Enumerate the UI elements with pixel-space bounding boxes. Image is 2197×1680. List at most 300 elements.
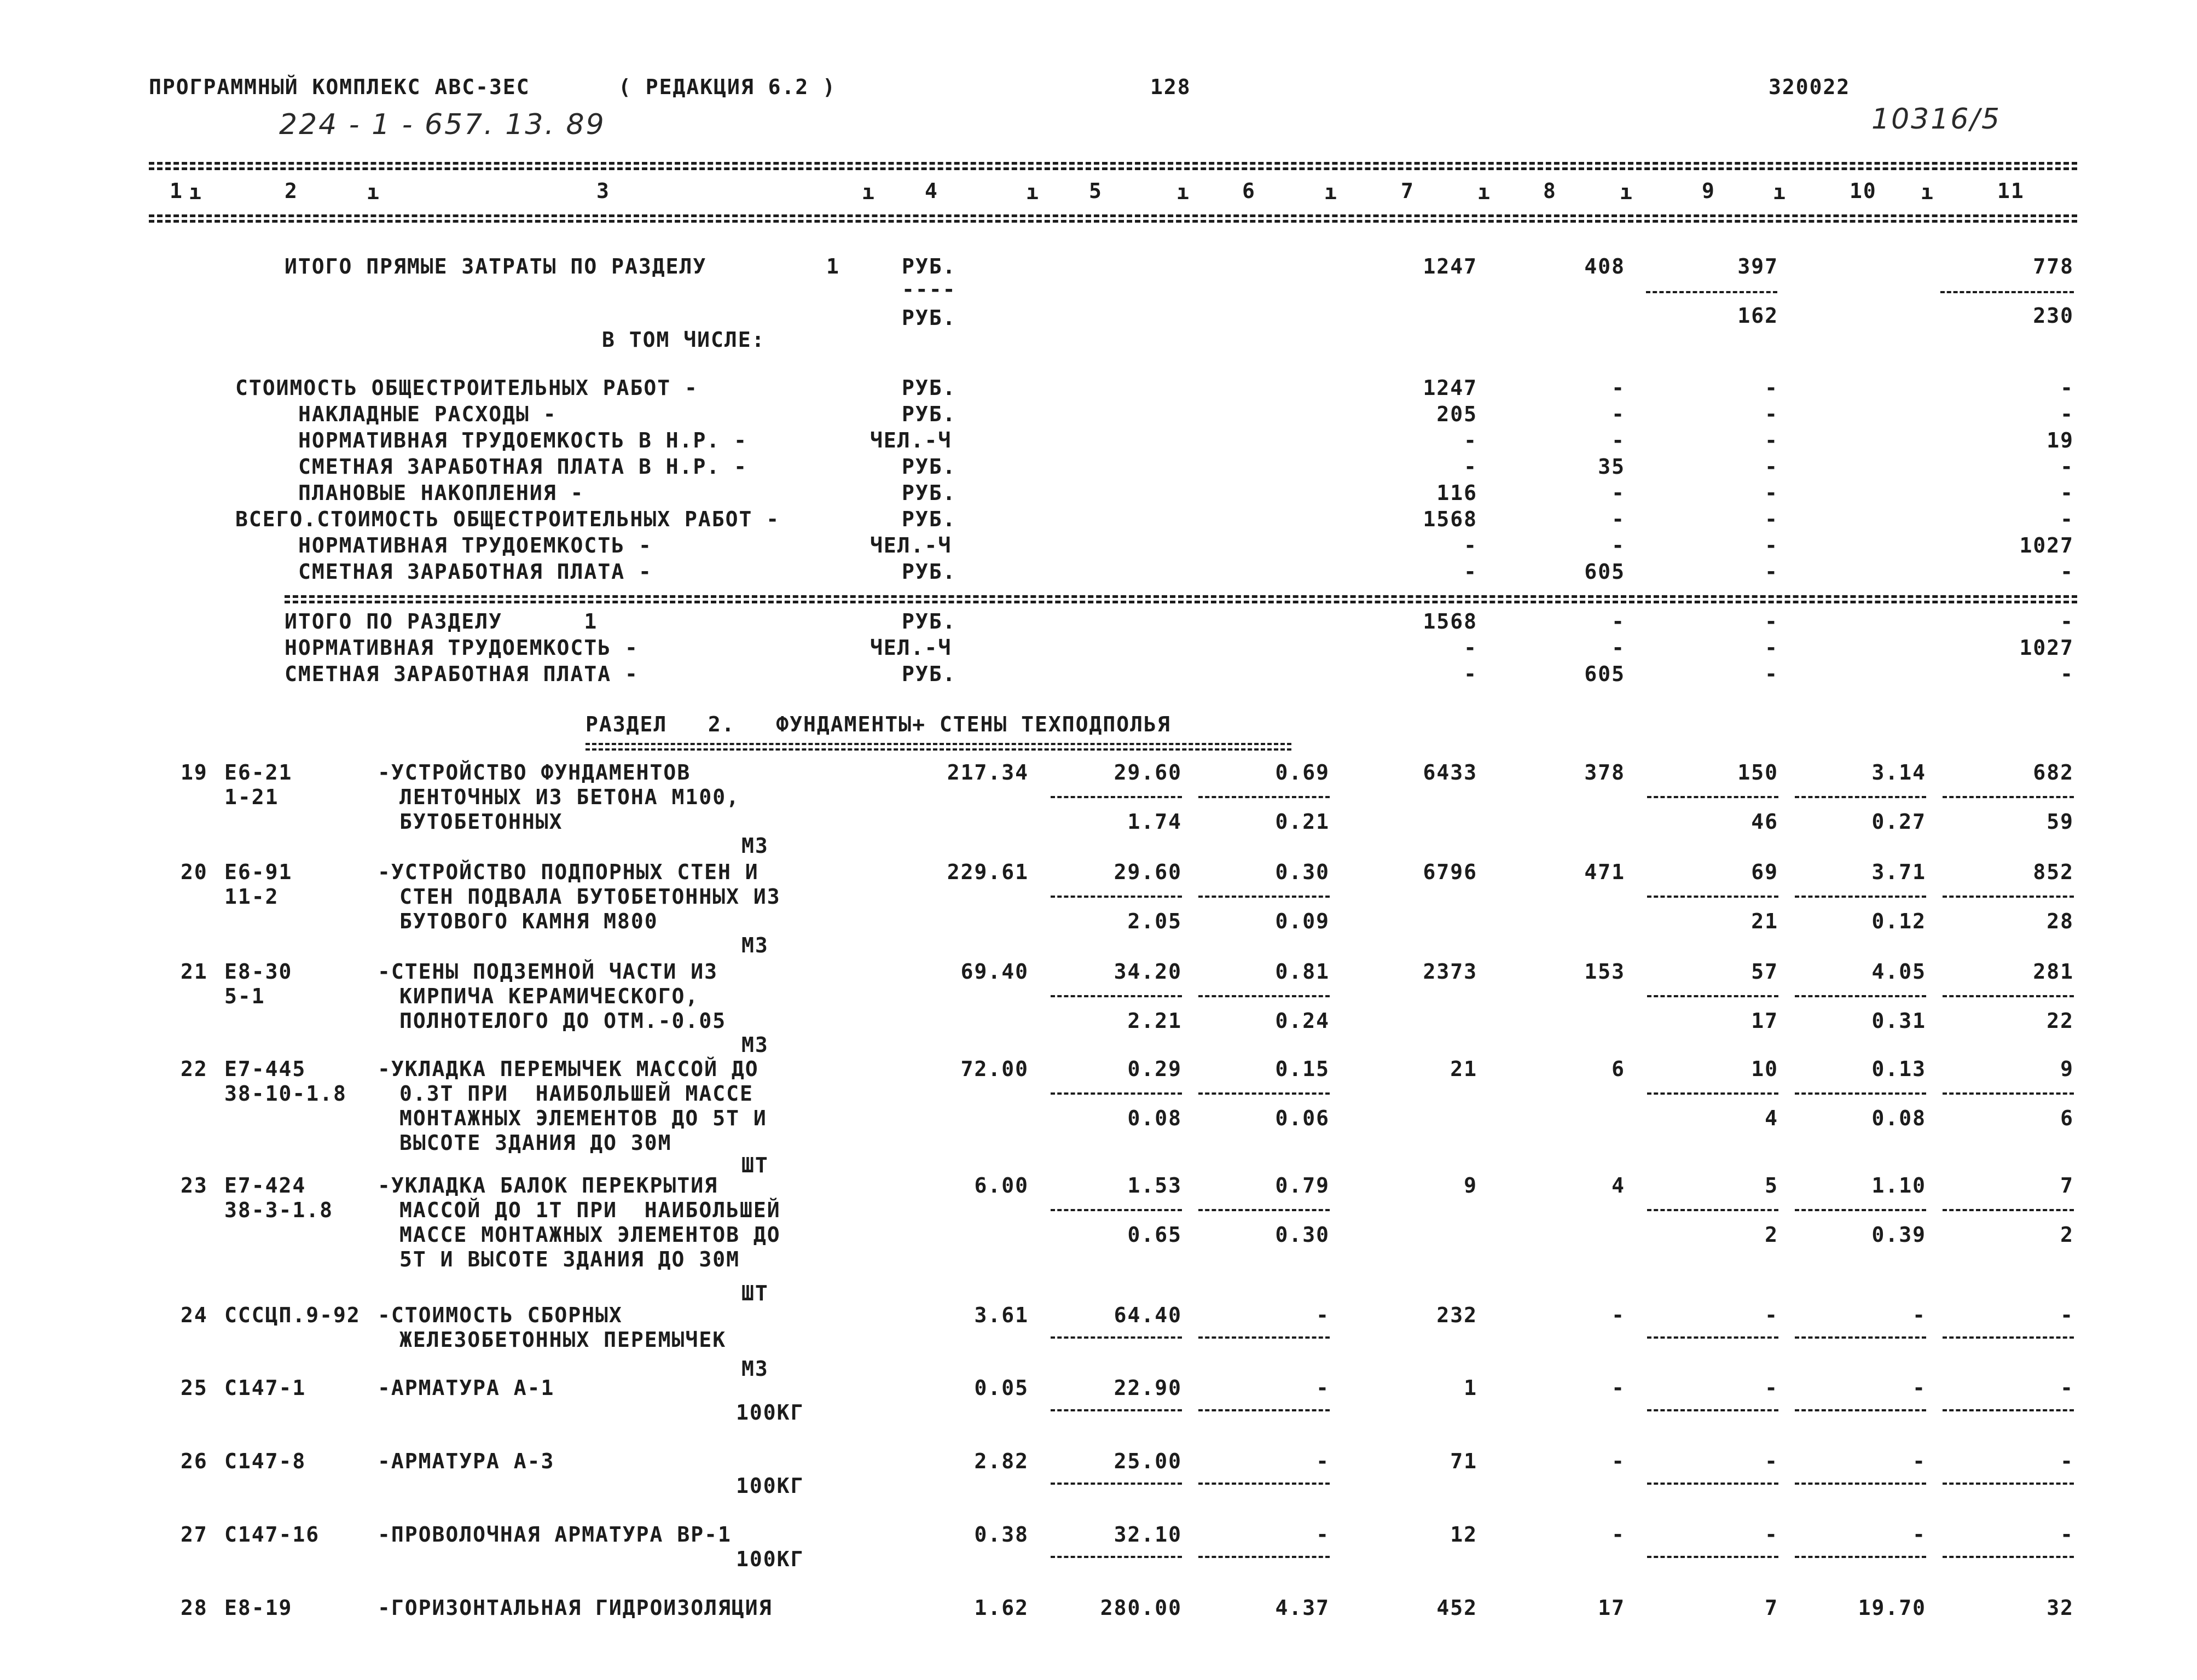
summary-unit-2: РУБ. — [902, 306, 957, 330]
row-col9: 5 — [1765, 1173, 1778, 1197]
summary-unit-dash: ---- — [902, 277, 957, 301]
row-unit: М3 — [741, 1033, 769, 1057]
section-total-col11: 1027 — [2019, 636, 2074, 660]
breakdown-label: СМЕТНАЯ ЗАРАБОТНАЯ ПЛАТА В Н.Р. - — [298, 455, 747, 479]
row-col9-rule — [1647, 1092, 1778, 1095]
row-col10-rule — [1795, 896, 1926, 898]
row-col6-rule — [1198, 1092, 1330, 1095]
row-col6-rule — [1198, 1409, 1330, 1411]
column-separator: ı — [1324, 180, 1338, 204]
row-description-line: -АРМАТУРА А-3 — [378, 1449, 555, 1473]
breakdown-col9: - — [1765, 428, 1778, 452]
row-col11-lower: 59 — [2047, 810, 2074, 834]
row-col9: - — [1765, 1449, 1778, 1473]
row-col6-rule — [1198, 1209, 1330, 1211]
row-col11-rule — [1943, 1409, 2074, 1411]
row-col7: 232 — [1436, 1303, 1477, 1327]
row-col10: 19.70 — [1858, 1596, 1926, 1620]
breakdown-unit: ЧЕЛ.-Ч — [870, 533, 952, 557]
row-col9-rule — [1647, 1209, 1778, 1211]
row-code: Е8-30 — [224, 960, 293, 984]
row-col5: 32.10 — [1114, 1522, 1182, 1547]
breakdown-col11: - — [2060, 376, 2074, 400]
row-col9-rule — [1647, 1336, 1778, 1339]
column-separator: ı — [862, 180, 876, 204]
column-separator: ı — [1026, 180, 1040, 204]
header-top-rule-2 — [149, 167, 2077, 170]
row-col4: 1.62 — [974, 1596, 1029, 1620]
row-col4: 69.40 — [960, 960, 1029, 984]
row-col9-lower: 2 — [1765, 1223, 1778, 1247]
row-col6-rule — [1198, 896, 1330, 898]
row-description-line: КИРПИЧА КЕРАМИЧЕСКОГО, — [399, 984, 699, 1008]
row-col4: 72.00 — [960, 1057, 1029, 1081]
row-col11-lower: 2 — [2060, 1223, 2074, 1247]
row-description-line: ЖЕЛЕЗОБЕТОННЫХ ПЕРЕМЫЧЕК — [399, 1328, 727, 1352]
row-col8: - — [1611, 1449, 1625, 1473]
summary-col11-b: 230 — [2033, 304, 2074, 328]
column-header-10: 10 — [1850, 179, 1877, 203]
document-code: 320022 — [1769, 75, 1851, 99]
row-col10-rule — [1795, 1556, 1926, 1558]
breakdown-label: НОРМАТИВНАЯ ТРУДОЕМКОСТЬ - — [298, 533, 652, 557]
section-total-col7: 1568 — [1423, 609, 1477, 633]
breakdown-unit: РУБ. — [902, 507, 957, 531]
row-description-line: БУТОВОГО КАМНЯ М800 — [399, 909, 658, 933]
row-col10: - — [1912, 1303, 1926, 1327]
summary-col8: 408 — [1584, 254, 1625, 278]
row-col8: 6 — [1611, 1057, 1625, 1081]
page-number: 128 — [1150, 75, 1191, 99]
row-col10: 3.14 — [1871, 760, 1926, 784]
row-number: 24 — [181, 1303, 208, 1327]
row-col9: 10 — [1751, 1057, 1778, 1081]
summary-unit: РУБ. — [902, 254, 957, 278]
row-col5: 34.20 — [1114, 960, 1182, 984]
row-col6: - — [1316, 1522, 1330, 1547]
row-description-line: -ГОРИЗОНТАЛЬНАЯ ГИДРОИЗОЛЯЦИЯ — [378, 1596, 773, 1620]
column-separator: ı — [1620, 180, 1633, 204]
row-col10-rule — [1795, 1409, 1926, 1411]
breakdown-col9: - — [1765, 455, 1778, 479]
section-total-col9: - — [1765, 609, 1778, 633]
summary-col7: 1247 — [1423, 254, 1477, 278]
row-col4: 3.61 — [974, 1303, 1029, 1327]
row-code: СССЦП.9-92 — [224, 1303, 361, 1327]
summary-section-number: 1 — [826, 254, 840, 278]
row-col7: 2373 — [1423, 960, 1477, 984]
column-header-6: 6 — [1242, 179, 1256, 203]
row-col11: 9 — [2060, 1057, 2074, 1081]
row-col10-lower: 0.27 — [1871, 810, 1926, 834]
row-description-line: СТЕН ПОДВАЛА БУТОБЕТОННЫХ ИЗ — [399, 885, 781, 909]
section-total-unit: РУБ. — [902, 662, 957, 686]
row-col7: 9 — [1464, 1173, 1477, 1197]
breakdown-col8: 35 — [1598, 455, 1625, 479]
breakdown-col7: - — [1464, 428, 1477, 452]
row-col10-rule — [1795, 1209, 1926, 1211]
row-col6: 0.81 — [1275, 960, 1330, 984]
row-col10: 3.71 — [1871, 860, 1926, 884]
row-number: 22 — [181, 1057, 208, 1081]
row-col5: 64.40 — [1114, 1303, 1182, 1327]
row-col10-rule — [1795, 995, 1926, 997]
row-col11-rule — [1943, 1209, 2074, 1211]
row-col6: 4.37 — [1275, 1596, 1330, 1620]
row-code: Е7-445 — [224, 1057, 306, 1081]
header-top-rule — [149, 162, 2077, 165]
row-col11: - — [2060, 1376, 2074, 1400]
row-col8: 153 — [1584, 960, 1625, 984]
breakdown-unit: ЧЕЛ.-Ч — [870, 428, 952, 452]
row-col4: 2.82 — [974, 1449, 1029, 1473]
row-col7: 452 — [1436, 1596, 1477, 1620]
row-col5: 29.60 — [1114, 860, 1182, 884]
section-total-col8: - — [1611, 636, 1625, 660]
row-description-line: -УСТРОЙСТВО ФУНДАМЕНТОВ — [378, 760, 691, 784]
row-col5-lower: 0.08 — [1127, 1106, 1182, 1130]
row-col8: - — [1611, 1303, 1625, 1327]
row-col10-rule — [1795, 796, 1926, 798]
section-total-label: ИТОГО ПО РАЗДЕЛУ 1 — [285, 609, 598, 633]
row-description-line: ВЫСОТЕ ЗДАНИЯ ДО 30М — [399, 1131, 672, 1155]
row-col11-rule — [1943, 995, 2074, 997]
row-code-detail: 5-1 — [224, 984, 265, 1008]
row-code-detail: 38-3-1.8 — [224, 1198, 334, 1222]
breakdown-col7: 116 — [1436, 481, 1477, 505]
row-description-line: -УСТРОЙСТВО ПОДПОРНЫХ СТЕН И — [378, 860, 759, 884]
section-total-unit: РУБ. — [902, 609, 957, 633]
row-code: Е6-91 — [224, 860, 293, 884]
including-heading: В ТОМ ЧИСЛЕ: — [602, 328, 766, 352]
row-col5-rule — [1051, 1409, 1182, 1411]
section-total-label: НОРМАТИВНАЯ ТРУДОЕМКОСТЬ - — [285, 636, 639, 660]
summary-col11-rule — [1940, 291, 2074, 293]
row-col4: 6.00 — [974, 1173, 1029, 1197]
row-col9: - — [1765, 1303, 1778, 1327]
row-number: 20 — [181, 860, 208, 884]
row-description-line: -СТОИМОСТЬ СБОРНЫХ — [378, 1303, 623, 1327]
row-col6-rule — [1198, 1556, 1330, 1558]
row-col5-lower: 1.74 — [1127, 810, 1182, 834]
row-col9-rule — [1647, 1483, 1778, 1485]
row-description-line: МОНТАЖНЫХ ЭЛЕМЕНТОВ ДО 5Т И — [399, 1106, 767, 1130]
program-title: ПРОГРАММНЫЙ КОМПЛЕКС АВС-ЗЕС — [149, 75, 530, 99]
row-col5: 280.00 — [1100, 1596, 1182, 1620]
row-col9-rule — [1647, 896, 1778, 898]
row-unit: М3 — [741, 834, 769, 858]
row-col5: 22.90 — [1114, 1376, 1182, 1400]
breakdown-col11: - — [2060, 507, 2074, 531]
column-separator: ı — [1773, 180, 1787, 204]
column-header-1: 1 — [170, 179, 183, 203]
edition-label: ( РЕДАКЦИЯ 6.2 ) — [618, 75, 837, 99]
breakdown-label: ПЛАНОВЫЕ НАКОПЛЕНИЯ - — [298, 481, 584, 505]
row-col11-rule — [1943, 1556, 2074, 1558]
section-total-col9: - — [1765, 662, 1778, 686]
row-col11-lower: 28 — [2047, 909, 2074, 933]
section-2-title: РАЗДЕЛ 2. ФУНДАМЕНТЫ+ СТЕНЫ ТЕХПОДПОЛЬЯ — [586, 712, 1171, 736]
row-col8: 4 — [1611, 1173, 1625, 1197]
column-header-2: 2 — [285, 179, 298, 203]
row-code: Е8-19 — [224, 1596, 293, 1620]
row-number: 21 — [181, 960, 208, 984]
breakdown-col9: - — [1765, 402, 1778, 426]
breakdown-rule-2 — [285, 601, 2077, 603]
row-unit: М3 — [741, 1357, 769, 1381]
breakdown-col7: - — [1464, 533, 1477, 557]
breakdown-col11: - — [2060, 402, 2074, 426]
breakdown-col7: - — [1464, 455, 1477, 479]
row-col4: 229.61 — [947, 860, 1029, 884]
header-bottom-rule-2 — [149, 220, 2077, 223]
row-unit: 100КГ — [736, 1547, 804, 1571]
row-number: 28 — [181, 1596, 208, 1620]
row-col6-lower: 0.24 — [1275, 1009, 1330, 1033]
row-col11-rule — [1943, 1092, 2074, 1095]
row-col10: - — [1912, 1522, 1926, 1547]
breakdown-col8: - — [1611, 507, 1625, 531]
breakdown-col7: 1568 — [1423, 507, 1477, 531]
row-col9-rule — [1647, 1409, 1778, 1411]
row-col11-rule — [1943, 796, 2074, 798]
row-col5-rule — [1051, 1092, 1182, 1095]
summary-col11: 778 — [2033, 254, 2074, 278]
column-header-7: 7 — [1401, 179, 1415, 203]
row-number: 19 — [181, 760, 208, 784]
column-header-4: 4 — [925, 179, 938, 203]
row-description-line: 5Т И ВЫСОТЕ ЗДАНИЯ ДО 30М — [399, 1247, 740, 1271]
breakdown-col8: 605 — [1584, 560, 1625, 584]
section-total-label: СМЕТНАЯ ЗАРАБОТНАЯ ПЛАТА - — [285, 662, 639, 686]
breakdown-unit: РУБ. — [902, 481, 957, 505]
row-col9-rule — [1647, 995, 1778, 997]
row-description-line: 0.3Т ПРИ НАИБОЛЬШЕЙ МАССЕ — [399, 1082, 753, 1106]
row-code: Е7-424 — [224, 1173, 306, 1197]
row-col11: 7 — [2060, 1173, 2074, 1197]
column-separator: ı — [1921, 180, 1934, 204]
row-code-detail: 38-10-1.8 — [224, 1082, 347, 1106]
breakdown-col9: - — [1765, 560, 1778, 584]
section-total-col7: - — [1464, 636, 1477, 660]
row-col6-lower: 0.30 — [1275, 1223, 1330, 1247]
row-col5-lower: 2.05 — [1127, 909, 1182, 933]
row-unit: 100КГ — [736, 1400, 804, 1425]
row-col5: 25.00 — [1114, 1449, 1182, 1473]
breakdown-col11: 1027 — [2019, 533, 2074, 557]
row-col10-rule — [1795, 1092, 1926, 1095]
row-col5-lower: 2.21 — [1127, 1009, 1182, 1033]
row-col7: 1 — [1464, 1376, 1477, 1400]
row-col7: 12 — [1450, 1522, 1477, 1547]
row-number: 26 — [181, 1449, 208, 1473]
row-col8: 378 — [1584, 760, 1625, 784]
row-col9: 150 — [1737, 760, 1778, 784]
row-col5-rule — [1051, 1209, 1182, 1211]
breakdown-label: СТОИМОСТЬ ОБЩЕСТРОИТЕЛЬНЫХ РАБОТ - — [235, 376, 698, 400]
row-code: С147-16 — [224, 1522, 320, 1547]
row-unit: ШТ — [741, 1153, 769, 1177]
row-col11-rule — [1943, 1483, 2074, 1485]
row-col6-lower: 0.06 — [1275, 1106, 1330, 1130]
section-total-col7: - — [1464, 662, 1477, 686]
section-2-underline-2 — [586, 748, 1291, 751]
summary-col9-b: 162 — [1737, 304, 1778, 328]
breakdown-label: НАКЛАДНЫЕ РАСХОДЫ - — [298, 402, 557, 426]
column-header-3: 3 — [596, 179, 610, 203]
row-col6-rule — [1198, 995, 1330, 997]
row-col11: - — [2060, 1522, 2074, 1547]
row-col5-rule — [1051, 995, 1182, 997]
breakdown-unit: РУБ. — [902, 455, 957, 479]
row-description-line: -АРМАТУРА А-1 — [378, 1376, 555, 1400]
breakdown-label: НОРМАТИВНАЯ ТРУДОЕМКОСТЬ В Н.Р. - — [298, 428, 747, 452]
summary-title: ИТОГО ПРЯМЫЕ ЗАТРАТЫ ПО РАЗДЕЛУ — [285, 254, 707, 278]
row-col9-lower: 21 — [1751, 909, 1778, 933]
section-total-col8: 605 — [1584, 662, 1625, 686]
row-col9-rule — [1647, 1556, 1778, 1558]
row-col11-lower: 22 — [2047, 1009, 2074, 1033]
row-col7: 71 — [1450, 1449, 1477, 1473]
breakdown-unit: РУБ. — [902, 376, 957, 400]
breakdown-label: СМЕТНАЯ ЗАРАБОТНАЯ ПЛАТА - — [298, 560, 652, 584]
row-col10-lower: 0.31 — [1871, 1009, 1926, 1033]
row-col7: 21 — [1450, 1057, 1477, 1081]
breakdown-col11: - — [2060, 560, 2074, 584]
breakdown-col8: - — [1611, 428, 1625, 452]
breakdown-col11: - — [2060, 481, 2074, 505]
row-col11: 32 — [2047, 1596, 2074, 1620]
row-description-line: -УКЛАДКА БАЛОК ПЕРЕКРЫТИЯ — [378, 1173, 718, 1197]
row-col5-rule — [1051, 1336, 1182, 1339]
row-col10: - — [1912, 1449, 1926, 1473]
row-code-detail: 1-21 — [224, 785, 279, 809]
row-unit: ШТ — [741, 1281, 769, 1305]
column-header-8: 8 — [1543, 179, 1557, 203]
row-code: Е6-21 — [224, 760, 293, 784]
row-number: 27 — [181, 1522, 208, 1547]
breakdown-col9: - — [1765, 481, 1778, 505]
row-col4: 217.34 — [947, 760, 1029, 784]
row-col5-rule — [1051, 896, 1182, 898]
row-col9-rule — [1647, 796, 1778, 798]
column-separator: ı — [1477, 180, 1491, 204]
breakdown-label: ВСЕГО.СТОИМОСТЬ ОБЩЕСТРОИТЕЛЬНЫХ РАБОТ - — [235, 507, 780, 531]
row-col6-rule — [1198, 1483, 1330, 1485]
column-separator: ı — [1176, 180, 1190, 204]
row-number: 25 — [181, 1376, 208, 1400]
breakdown-col11: - — [2060, 455, 2074, 479]
section-total-col11: - — [2060, 662, 2074, 686]
row-col5-rule — [1051, 1556, 1182, 1558]
row-col4: 0.38 — [974, 1522, 1029, 1547]
breakdown-unit: РУБ. — [902, 402, 957, 426]
row-col10: 1.10 — [1871, 1173, 1926, 1197]
column-header-11: 11 — [1997, 179, 2025, 203]
row-col6-lower: 0.21 — [1275, 810, 1330, 834]
row-col5-rule — [1051, 796, 1182, 798]
handwritten-sheet-number: 10316/5 — [1871, 103, 2002, 136]
row-code: С147-1 — [224, 1376, 306, 1400]
row-unit: М3 — [741, 933, 769, 957]
row-col7: 6433 — [1423, 760, 1477, 784]
row-col10: - — [1912, 1376, 1926, 1400]
row-code: С147-8 — [224, 1449, 306, 1473]
breakdown-rule — [285, 595, 2077, 598]
row-col7: 6796 — [1423, 860, 1477, 884]
row-col11-rule — [1943, 1336, 2074, 1339]
breakdown-col8: - — [1611, 376, 1625, 400]
row-col6: - — [1316, 1376, 1330, 1400]
row-col6: 0.15 — [1275, 1057, 1330, 1081]
row-col6: 0.79 — [1275, 1173, 1330, 1197]
row-description-line: ЛЕНТОЧНЫХ ИЗ БЕТОНА М100, — [399, 785, 740, 809]
row-col6: - — [1316, 1303, 1330, 1327]
row-description-line: -СТЕНЫ ПОДЗЕМНОЙ ЧАСТИ ИЗ — [378, 960, 718, 984]
breakdown-col8: - — [1611, 402, 1625, 426]
summary-col9-rule — [1646, 291, 1777, 293]
row-description-line: МАССОЙ ДО 1Т ПРИ НАИБОЛЬШЕЙ — [399, 1198, 781, 1222]
row-col10-lower: 0.12 — [1871, 909, 1926, 933]
breakdown-col8: - — [1611, 533, 1625, 557]
row-col6-lower: 0.09 — [1275, 909, 1330, 933]
row-col6: - — [1316, 1449, 1330, 1473]
row-col5-rule — [1051, 1483, 1182, 1485]
row-col9: 57 — [1751, 960, 1778, 984]
column-separator: ı — [189, 180, 202, 204]
row-col6-rule — [1198, 796, 1330, 798]
row-col11-lower: 6 — [2060, 1106, 2074, 1130]
breakdown-col9: - — [1765, 507, 1778, 531]
row-col11-rule — [1943, 896, 2074, 898]
row-col9-lower: 17 — [1751, 1009, 1778, 1033]
section-total-col8: - — [1611, 609, 1625, 633]
breakdown-col7: - — [1464, 560, 1477, 584]
row-col10: 4.05 — [1871, 960, 1926, 984]
row-code-detail: 11-2 — [224, 885, 279, 909]
section-total-unit: ЧЕЛ.-Ч — [870, 636, 952, 660]
row-col9-lower: 4 — [1765, 1106, 1778, 1130]
breakdown-col8: - — [1611, 481, 1625, 505]
row-col8: 17 — [1598, 1596, 1625, 1620]
breakdown-col11: 19 — [2047, 428, 2074, 452]
row-col11: - — [2060, 1303, 2074, 1327]
breakdown-col7: 205 — [1436, 402, 1477, 426]
column-header-9: 9 — [1702, 179, 1715, 203]
column-header-5: 5 — [1089, 179, 1103, 203]
row-col10-rule — [1795, 1483, 1926, 1485]
row-col10-lower: 0.08 — [1871, 1106, 1926, 1130]
breakdown-col9: - — [1765, 533, 1778, 557]
row-description-line: ПОЛНОТЕЛОГО ДО ОТМ.-0.05 — [399, 1009, 727, 1033]
row-col9: 7 — [1765, 1596, 1778, 1620]
breakdown-unit: РУБ. — [902, 560, 957, 584]
row-col11: 682 — [2033, 760, 2074, 784]
section-2-underline — [586, 743, 1291, 745]
row-col11: 852 — [2033, 860, 2074, 884]
row-col9-lower: 46 — [1751, 810, 1778, 834]
breakdown-col7: 1247 — [1423, 376, 1477, 400]
summary-col9: 397 — [1737, 254, 1778, 278]
row-col5-lower: 0.65 — [1127, 1223, 1182, 1247]
row-col11: 281 — [2033, 960, 2074, 984]
breakdown-col9: - — [1765, 376, 1778, 400]
row-col8: - — [1611, 1522, 1625, 1547]
row-col5: 0.29 — [1127, 1057, 1182, 1081]
row-unit: 100КГ — [736, 1474, 804, 1498]
row-col6: 0.30 — [1275, 860, 1330, 884]
row-col9: 69 — [1751, 860, 1778, 884]
